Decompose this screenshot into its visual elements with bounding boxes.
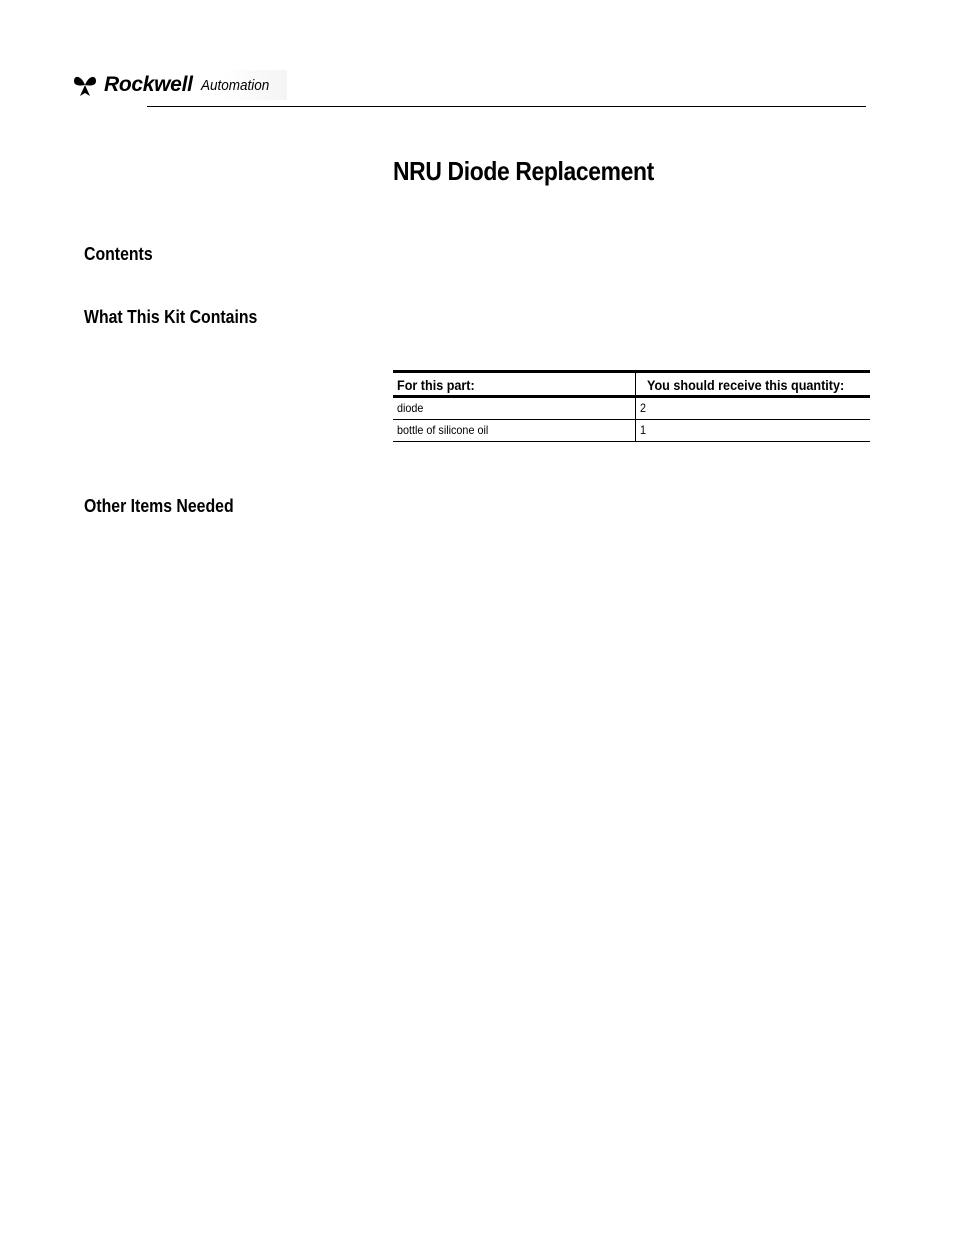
logo-brand-text: Rockwell: [104, 73, 193, 96]
section-heading-kit-contents: What This Kit Contains: [84, 307, 258, 327]
logo-sub-brand-text: Automation: [200, 76, 269, 94]
cell-part: bottle of silicone oil: [393, 420, 635, 442]
kit-contents-table: [393, 370, 870, 442]
table-row: [393, 397, 870, 420]
cell-quantity: 2: [635, 397, 870, 420]
column-header-quantity: You should receive this quantity:: [635, 372, 870, 397]
cell-part: diode: [393, 397, 635, 420]
rockwell-ribbon-logo-icon: [72, 72, 98, 98]
company-logo: [72, 70, 287, 100]
table-row: [393, 420, 870, 442]
table-header-row: [393, 372, 870, 397]
page-title: NRU Diode Replacement: [393, 156, 654, 186]
section-heading-other-items: Other Items Needed: [84, 496, 234, 516]
column-header-part: For this part:: [393, 372, 635, 397]
cell-quantity: 1: [635, 420, 870, 442]
header-divider: [147, 106, 866, 107]
section-heading-contents: Contents: [84, 244, 153, 264]
